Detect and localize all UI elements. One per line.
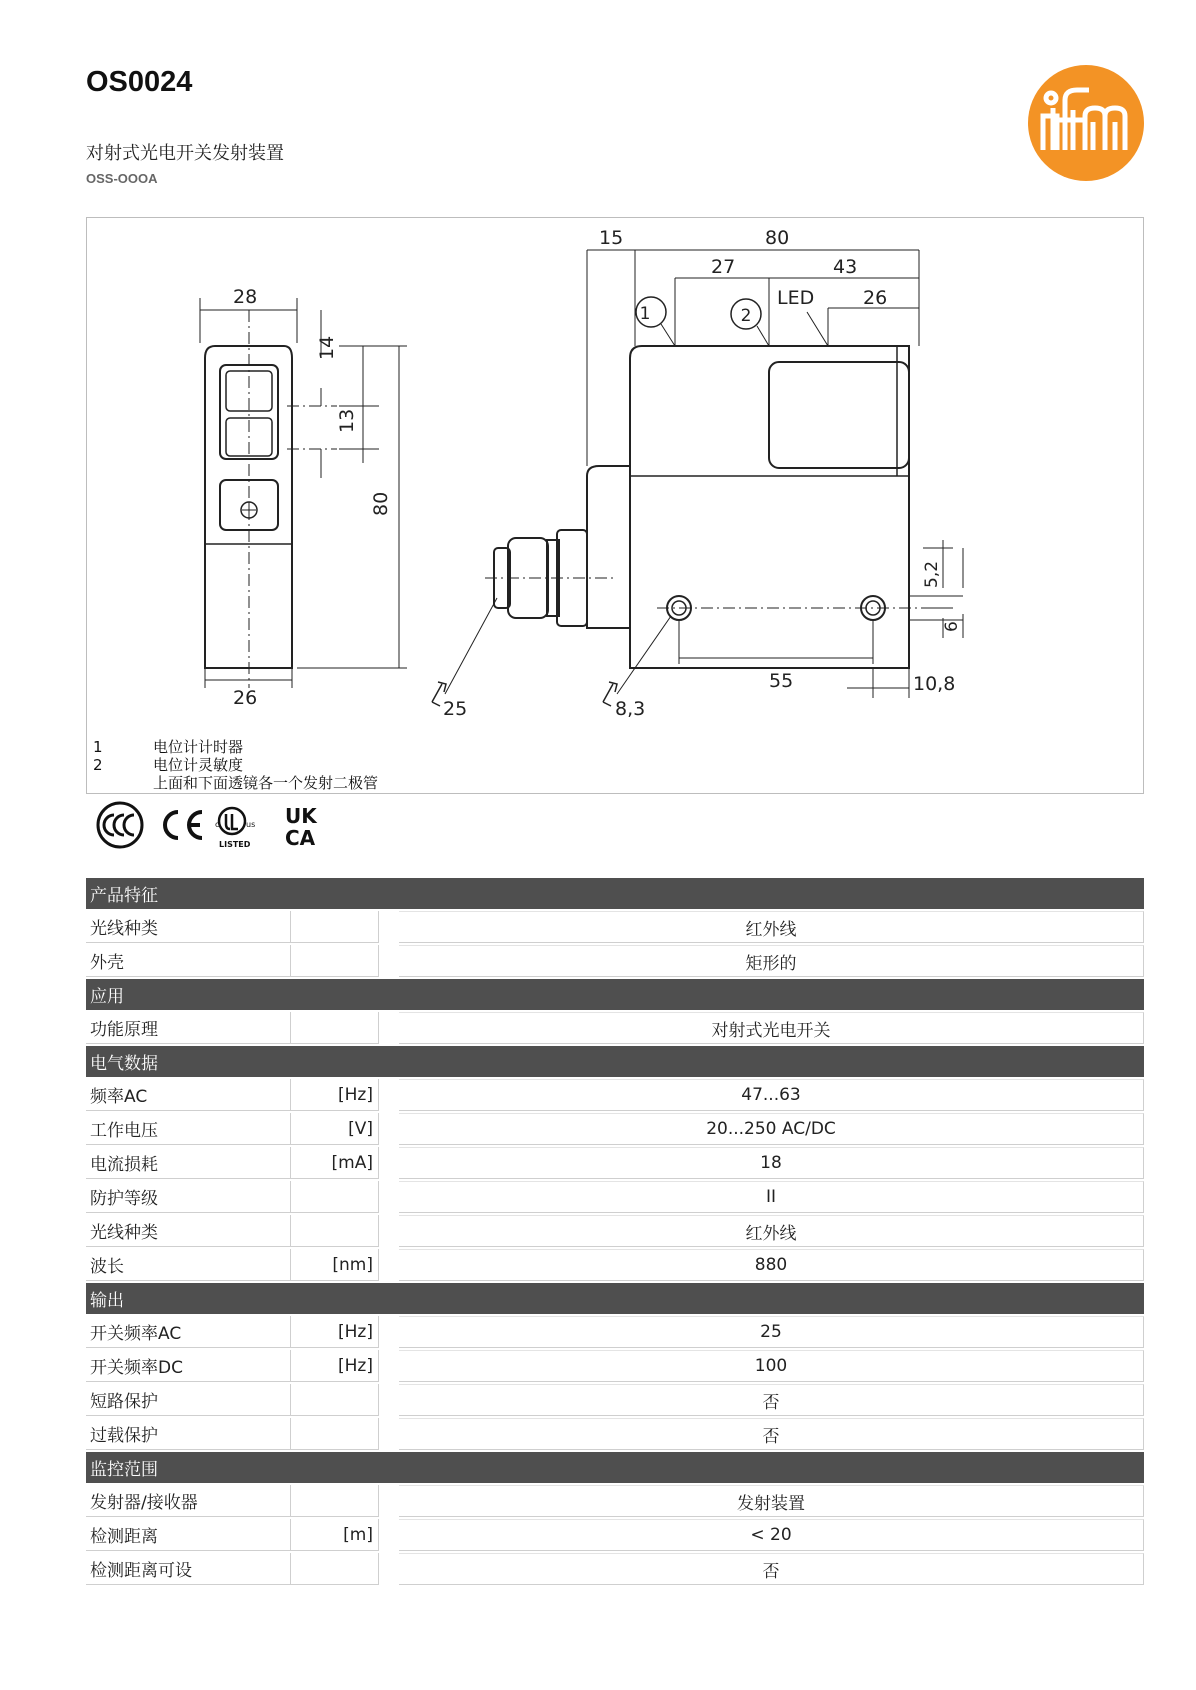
legend-number: 2 [93, 756, 103, 774]
spec-unit: [m] [291, 1519, 379, 1551]
spec-label: 功能原理 [86, 1012, 291, 1044]
spec-value: 880 [399, 1249, 1144, 1281]
spec-row [86, 1181, 1144, 1213]
spec-label: 外壳 [86, 945, 291, 977]
spec-value: 否 [399, 1553, 1144, 1585]
legend-number: 1 [93, 738, 103, 756]
ukca-mark [285, 804, 318, 850]
spec-value: 20...250 AC/DC [399, 1113, 1144, 1145]
spec-row [86, 1418, 1144, 1450]
spec-table [86, 878, 1144, 1587]
spacer [379, 1249, 399, 1281]
wrench-size-8-3: 8,3 [615, 698, 646, 720]
spec-unit: [Hz] [291, 1316, 379, 1348]
dim-28: 28 [233, 286, 258, 308]
spacer [379, 1012, 399, 1044]
spacer [379, 1147, 399, 1179]
spec-label: 波长 [86, 1249, 291, 1281]
spec-value: 47...63 [399, 1079, 1144, 1111]
dim-26-front: 26 [233, 687, 258, 709]
spec-label: 检测距离可设 [86, 1553, 291, 1585]
ul-mark [215, 808, 255, 849]
spec-label: 开关频率DC [86, 1350, 291, 1382]
spec-label: 防护等级 [86, 1181, 291, 1213]
spacer [379, 1079, 399, 1111]
spec-unit [291, 1384, 379, 1416]
technical-drawing-svg [87, 218, 1145, 795]
svg-text:us: us [246, 820, 256, 829]
spec-unit [291, 1553, 379, 1585]
spec-row [86, 911, 1144, 943]
dim-10-8: 10,8 [913, 673, 956, 695]
spec-row [86, 1079, 1144, 1111]
product-title: OS0024 [86, 66, 193, 98]
spacer [379, 1519, 399, 1551]
spacer [379, 1553, 399, 1585]
certification-marks [92, 800, 332, 850]
section-header [86, 1452, 1144, 1483]
spec-unit [291, 1215, 379, 1247]
callout-2: 2 [740, 306, 752, 326]
dim-80-length: 80 [765, 227, 790, 249]
spec-label: 发射器/接收器 [86, 1485, 291, 1517]
section-header [86, 1283, 1144, 1314]
dim-43: 43 [833, 256, 858, 278]
section-title: 输出 [86, 1283, 1144, 1314]
ifm-logo [1027, 64, 1145, 182]
section-title: 应用 [86, 979, 1144, 1010]
section-header [86, 979, 1144, 1010]
spec-label: 电流损耗 [86, 1147, 291, 1179]
spec-row [86, 1350, 1144, 1382]
spec-label: 检测距离 [86, 1519, 291, 1551]
led-label: LED [777, 287, 815, 309]
section-title: 电气数据 [86, 1046, 1144, 1077]
spacer [379, 1181, 399, 1213]
legend-item [93, 756, 378, 774]
spacer [379, 911, 399, 943]
legend-item [93, 738, 378, 756]
spec-unit: [Hz] [291, 1079, 379, 1111]
spec-value: < 20 [399, 1519, 1144, 1551]
spec-row [86, 1012, 1144, 1044]
svg-text:UK: UK [285, 804, 317, 828]
dim-55: 55 [769, 670, 794, 692]
spacer [379, 1215, 399, 1247]
spec-unit: [V] [291, 1113, 379, 1145]
svg-text:c: c [215, 820, 220, 829]
spec-unit [291, 911, 379, 943]
spec-unit: [nm] [291, 1249, 379, 1281]
spec-label: 过载保护 [86, 1418, 291, 1450]
spacer [379, 1418, 399, 1450]
dim-6: 6 [942, 621, 962, 632]
dim-15: 15 [599, 227, 624, 249]
dim-13: 13 [336, 408, 358, 433]
callout-1: 1 [639, 304, 651, 324]
spec-label: 工作电压 [86, 1113, 291, 1145]
spec-label: 光线种类 [86, 1215, 291, 1247]
wrench-size-25: 25 [443, 698, 468, 720]
spec-value: 100 [399, 1350, 1144, 1382]
spec-row [86, 1316, 1144, 1348]
svg-text:CA: CA [285, 826, 316, 850]
drawing-legend [93, 738, 378, 792]
spec-label: 频率AC [86, 1079, 291, 1111]
spec-row [86, 1147, 1144, 1179]
section-title: 产品特征 [86, 878, 1144, 909]
legend-text: 上面和下面透镜各一个发射二极管 [153, 774, 379, 792]
ce-mark [165, 812, 202, 838]
spacer [379, 1485, 399, 1517]
spec-value: 发射装置 [399, 1485, 1144, 1517]
spec-row [86, 945, 1144, 977]
dimension-drawing [86, 217, 1144, 794]
spec-value: 红外线 [399, 911, 1144, 943]
spec-value: 25 [399, 1316, 1144, 1348]
section-header [86, 878, 1144, 909]
product-subtitle: 对射式光电开关发射装置 [86, 143, 284, 164]
spec-row [86, 1215, 1144, 1247]
dim-5-2: 5,2 [922, 560, 942, 588]
spec-unit [291, 1418, 379, 1450]
spec-unit [291, 1485, 379, 1517]
spec-unit [291, 945, 379, 977]
spec-unit [291, 1181, 379, 1213]
legend-number [93, 774, 153, 792]
spec-label: 光线种类 [86, 911, 291, 943]
spec-unit [291, 1012, 379, 1044]
svg-text:LISTED: LISTED [219, 840, 251, 849]
spacer [379, 945, 399, 977]
spacer [379, 1350, 399, 1382]
legend-item [93, 774, 378, 792]
spec-value: 矩形的 [399, 945, 1144, 977]
ccc-mark [98, 803, 142, 847]
spec-value: 18 [399, 1147, 1144, 1179]
legend-text: 电位计计时器 [153, 738, 244, 756]
spec-row [86, 1485, 1144, 1517]
spec-row [86, 1384, 1144, 1416]
spec-value: II [399, 1181, 1144, 1213]
section-header [86, 1046, 1144, 1077]
spec-value: 对射式光电开关 [399, 1012, 1144, 1044]
spacer [379, 1113, 399, 1145]
dim-26-side: 26 [863, 287, 888, 309]
spec-label: 短路保护 [86, 1384, 291, 1416]
spacer [379, 1316, 399, 1348]
spec-value: 红外线 [399, 1215, 1144, 1247]
spec-value: 否 [399, 1418, 1144, 1450]
dim-80-height: 80 [370, 491, 392, 516]
spec-row [86, 1249, 1144, 1281]
dim-27: 27 [711, 256, 736, 278]
spec-unit: [Hz] [291, 1350, 379, 1382]
spec-value: 否 [399, 1384, 1144, 1416]
product-code: OSS-OOOA [86, 171, 158, 186]
spacer [379, 1384, 399, 1416]
dim-14: 14 [316, 335, 338, 360]
spec-row [86, 1553, 1144, 1585]
legend-text: 电位计灵敏度 [153, 756, 244, 774]
spec-unit: [mA] [291, 1147, 379, 1179]
spec-row [86, 1519, 1144, 1551]
spec-row [86, 1113, 1144, 1145]
section-title: 监控范围 [86, 1452, 1144, 1483]
spec-label: 开关频率AC [86, 1316, 291, 1348]
